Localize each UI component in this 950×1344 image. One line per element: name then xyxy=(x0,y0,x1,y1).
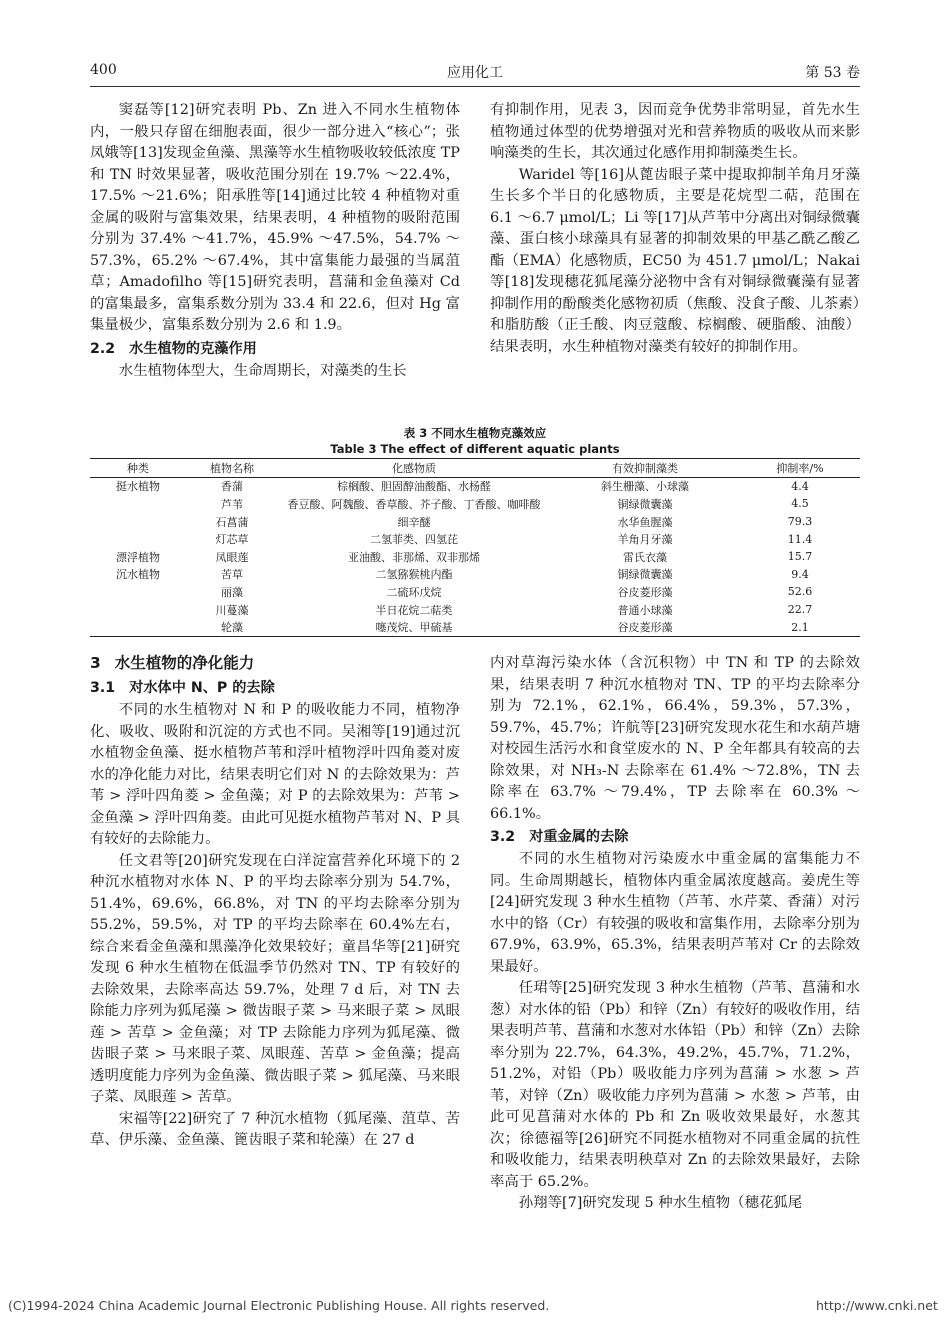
running-header xyxy=(90,62,860,84)
section-title: 对水体中 N、P 的去除 xyxy=(129,680,275,696)
cnki-link[interactable]: http://www.cnki.net xyxy=(816,1298,938,1313)
aquatic-plants-table xyxy=(90,458,860,637)
table-row xyxy=(90,513,860,531)
section-title: 水生植物的净化能力 xyxy=(114,654,255,672)
table-cell: 52.6 xyxy=(787,585,813,599)
table-cell: 石菖蒲 xyxy=(215,515,249,529)
table-cell: 谷皮菱形藻 xyxy=(617,585,673,599)
table-cell xyxy=(90,495,186,513)
table-cell: 铜绿微囊藻 xyxy=(617,497,673,511)
table-row xyxy=(90,495,860,513)
table-cell: 4.5 xyxy=(791,497,809,511)
upper-left-column xyxy=(90,100,460,382)
paragraph: 不同的水生植物对 N 和 P 的吸收能力不同，植物净化、吸收、吸附和沉淀的方式也不同。吴湘等[19]通过沉水植物金鱼藻、挺水植物芦苇和浮叶植物浮叶四角菱对废水的净化能力对比，结果表明它们对 N 的去除效果为：芦苇 > 浮叶四角菱 > 金鱼藻；对 P 的去除效果为：芦苇 > 金鱼藻 > 浮叶四角菱。由此可见挺水植物芦苇对 N、P 具有较好的去除能力。 xyxy=(90,702,460,847)
table-cell: 香蒲 xyxy=(221,480,243,494)
upper-right-column xyxy=(490,100,860,358)
section-number: 3.1 xyxy=(90,680,116,696)
table-cell xyxy=(90,601,186,619)
table-cell: 羊角月牙藻 xyxy=(617,533,673,547)
table-cell: 苦草 xyxy=(221,568,243,582)
section-heading-3 xyxy=(90,651,460,676)
table-row xyxy=(90,566,860,584)
table-cell: 79.3 xyxy=(787,515,813,529)
table-cell: 细辛醚 xyxy=(397,515,431,529)
column-header: 有效抑制藻类 xyxy=(612,461,678,475)
table-cell: 15.7 xyxy=(787,550,813,564)
table-row xyxy=(90,583,860,601)
table-cell: 22.7 xyxy=(787,603,813,617)
section-title: 对重金属的去除 xyxy=(529,829,629,845)
table-cell: 二氢猕猴桃内酯 xyxy=(375,568,453,582)
table-cell: 灯芯草 xyxy=(215,533,249,547)
paragraph: Waridel 等[16]从蓖齿眼子菜中提取抑制羊角月牙藻生长多个半日的化感物质，主要是花烷型二萜，范围在 6.1 ～6.7 μmol/L；Li 等[17]从芦苇中分离出对铜绿微囊藻、蛋白核小球藻具有显著的抑制效果的甲基乙酰乙酸乙酯（EMA）化感物质，EC50 为 451.7 μmol/L；Nakai 等[18]发现穗花狐尾藻分泌物中含有对铜绿微囊藻有显著抑制作用的酚酸类化感物初质（焦酸、没食子酸、儿茶素）和脂肪酸（正壬酸、肉豆蔻酸、棕榈酸、硬脂酸、油酸）结果表明，水生种植物对藻类有较好的抑制作用。 xyxy=(490,166,860,355)
table-cell xyxy=(90,618,186,636)
paragraph: 窦磊等[12]研究表明 Pb、Zn 进入不同水生植物体内，一般只存留在细胞表面，很少一部分进入“核心”；张凤娥等[13]发现金鱼藻、黑藻等水生植物吸收较低浓度 TP 和 TN 时效果显著，吸收范围分别在 19.7% ～22.4%，17.5% ～21.6%；阳承胜等[14]通过比较 4 种植物对重金属的吸附与富集效果，结果表明，4 种植物的吸附范围分别为 37.4% ～41.7%，45.9% ～47.5%，54.7% ～57.3%，65.2% ～67.4%，其中富集能力最强的当属菹草；Amadofilho 等[15]研究表明，菖蒲和金鱼藻对 Cd 的富集最多，富集系数分别为 33.4 和 22.6，但对 Hg 富集量极少，富集系数分别为 2.6 和 1.9。 xyxy=(90,102,460,333)
table-cell: 棕榈酸、胆固醇油酸酯、水杨醛 xyxy=(337,480,491,494)
table-row xyxy=(90,601,860,619)
table-caption-en: Table 3 The effect of different aquatic plants xyxy=(330,442,620,456)
table-cell: 二硫环戊烷 xyxy=(386,585,442,599)
table-row xyxy=(90,548,860,566)
table-cell xyxy=(90,583,186,601)
table-cell: 斜生栅藻、小球藻 xyxy=(601,480,689,494)
column-header: 化感物质 xyxy=(392,461,436,475)
table-cell xyxy=(90,530,186,548)
column-header: 抑制率/% xyxy=(776,461,824,475)
table-cell: 漂浮植物 xyxy=(116,550,160,564)
column-header: 植物名称 xyxy=(210,461,254,475)
table-header-row xyxy=(90,459,860,478)
paragraph: 有抑制作用，见表 3，因而竞争优势非常明显，首先水生植物通过体型的优势增强对光和营养物质的吸收从而来影响藻类的生长，其次通过化感作用抑制藻类生长。 xyxy=(490,102,860,161)
paragraph: 水生植物体型大，生命周期长，对藻类的生长 xyxy=(118,362,407,379)
column-header: 种类 xyxy=(127,461,149,475)
copyright-footer xyxy=(8,1298,938,1313)
section-title: 水生植物的克藻作用 xyxy=(129,340,257,357)
table-cell: 沉水植物 xyxy=(116,568,160,582)
table-cell: 芦苇 xyxy=(221,497,243,511)
table-cell: 雷氏衣藻 xyxy=(623,550,667,564)
section-number: 3.2 xyxy=(490,829,516,845)
table-cell: 凤眼莲 xyxy=(215,550,249,564)
volume-label: 第 53 卷 xyxy=(805,65,860,81)
table-row xyxy=(90,618,860,636)
paragraph: 宋福等[22]研究了 7 种沉水植物（狐尾藻、菹草、苦草、伊乐藻、金鱼藻、篦齿眼子菜和轮藻）在 27 d xyxy=(90,1110,460,1148)
section-number: 2.2 xyxy=(90,340,116,357)
table-cell: 亚油酸、非那烯、双非那烯 xyxy=(348,550,480,564)
lower-right-column xyxy=(490,653,860,1215)
table-cell: 香豆酸、阿魏酸、香草酸、芥子酸、丁香酸、咖啡酸 xyxy=(287,497,541,511)
paragraph: 内对草海污染水体（含沉积物）中 TN 和 TP 的去除效果，结果表明 7 种沉水植物对 TN、TP 的平均去除率分别为 72.1%，62.1%，66.4%，59.3%，57.3%，59.7%，45.7%；许航等[23]研究发现水花生和水葫芦塘对校园生活污水和食堂废水的 N、P 全年都具有较高的去除效果，对 NH₃-N 去除率在 61.4% ～72.8%，TN 去除率在 63.7% ～79.4%，TP 去除率在 60.3% ～66.1%。 xyxy=(490,655,860,822)
table-cell: 铜绿微囊藻 xyxy=(617,568,673,582)
paragraph: 任珺等[25]研究发现 3 种水生植物（芦苇、菖蒲和水葱）对水体的铅（Pb）和锌（Zn）有较好的吸收作用，结果表明芦苇、菖蒲和水葱对水体铅（Pb）和锌（Zn）去除率分别为 22.7%，64.3%，49.2%，45.7%，71.2%，51.2%，对铅（Pb）吸收能力序列为菖蒲 > 水葱 > 芦苇，对锌（Zn）吸收能力序列为菖蒲 > 水葱 > 芦苇，由此可见菖蒲对水体的 Pb 和 Zn 吸收效果最好，水葱其次；徐德福等[26]研究不同挺水植物对不同重金属的抗性和吸收能力，结果表明秧草对 Zn 的去除效果最好，去除率高于 65.2%。 xyxy=(490,980,860,1190)
table-cell: 川蔓藻 xyxy=(215,603,249,617)
paragraph: 不同的水生植物对污染废水中重金属的富集能力不同。生命周期越长，植物体内重金属浓度越高。姜虎生等[24]研究发现 3 种水生植物（芦苇、水芹菜、香蒲）对污水中的铬（Cr）有较强的吸收和富集作用，去除率分别为 67.9%，63.9%，65.3%，结果表明芦苇对 Cr 的去除效果最好。 xyxy=(490,851,860,975)
table-cell: 谷皮菱形藻 xyxy=(617,621,673,635)
table-cell: 普通小球藻 xyxy=(617,603,673,617)
paragraph: 任文君等[20]研究发现在白洋淀富营养化环境下的 2 种沉水植物对水体 N、P 的平均去除率分别为 54.7%，51.4%，69.6%，66.8%，对 TN 的平均去除率分别为 55.2%，59.5%，对 TP 的平均去除率在 60.4%左右，综合来看金鱼藻和黑藻净化效果较好；童昌华等[21]研究发现 6 种水生植物在低温季节仍然对 TN、TP 有较好的去除效果，去除率高达 59.7%，处理 7 d 后，对 TN 去除能力序列为狐尾藻 > 微齿眼子菜 > 马来眼子菜 > 凤眼莲 > 苦草 > 金鱼藻；对 TP 去除能力序列为狐尾藻、微齿眼子菜 > 马来眼子菜、凤眼莲、苦草 > 金鱼藻；提高透明度能力序列为金鱼藻、微齿眼子菜 > 狐尾藻、马来眼子菜、凤眼莲 > 苦草。 xyxy=(90,852,460,1105)
copyright-text: (C)1994-2024 China Academic Journal Electronic Publishing House. All rights reserved. xyxy=(8,1298,550,1313)
section-heading-3-2 xyxy=(490,825,860,849)
section-number: 3 xyxy=(90,654,101,672)
header-rule xyxy=(90,86,860,87)
table-caption-zh: 表 3 不同水生植物克藻效应 xyxy=(403,426,547,440)
paragraph: 孙翔等[7]研究发现 5 种水生植物（穗花狐尾 xyxy=(518,1195,803,1211)
table-cell: 9.4 xyxy=(791,567,809,581)
table-cell: 水华鱼腥藻 xyxy=(617,515,673,529)
table-cell xyxy=(90,513,186,531)
journal-name: 应用化工 xyxy=(447,65,503,81)
table-row xyxy=(90,530,860,548)
section-heading-3-1 xyxy=(90,676,460,700)
table-cell: 丽藻 xyxy=(221,585,243,599)
page-number: 400 xyxy=(90,62,117,78)
table-cell: 半日花烷二萜类 xyxy=(375,603,453,617)
table-cell: 二氢菲类、四氢芘 xyxy=(370,533,458,547)
table-cell: 4.4 xyxy=(791,479,809,493)
table-cell: 2.1 xyxy=(791,620,809,634)
table-cell: 挺水植物 xyxy=(116,480,160,494)
lower-left-column xyxy=(90,651,460,1152)
table-cell: 轮藻 xyxy=(221,621,243,635)
section-heading-2-2 xyxy=(90,337,460,361)
table-cell: 11.4 xyxy=(787,532,813,546)
table-cell: 噻茂烷、甲硫基 xyxy=(375,621,453,635)
table-row xyxy=(90,477,860,495)
